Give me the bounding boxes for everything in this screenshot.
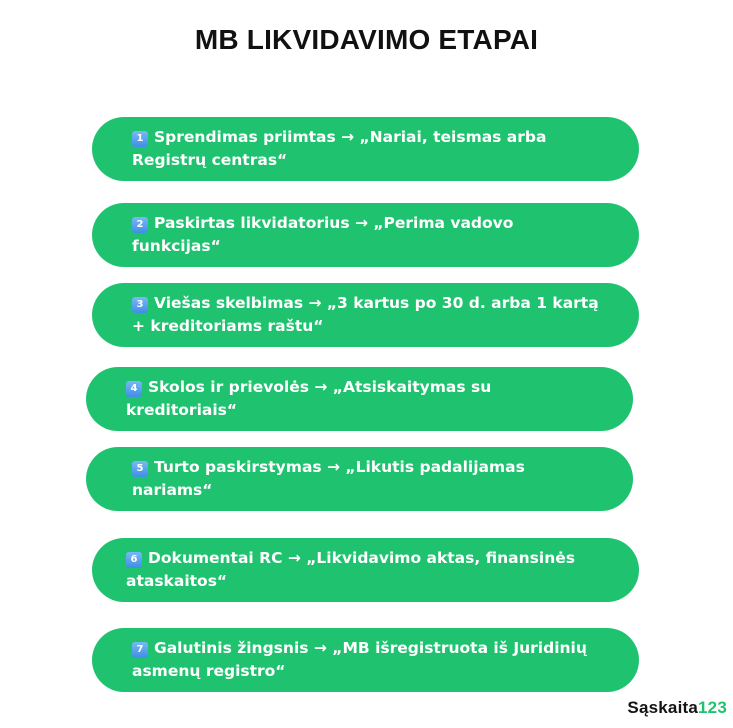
brand-suffix: 123 (698, 698, 727, 717)
step-2-text (132, 212, 513, 258)
keycap-3-icon: 3 (132, 297, 148, 313)
keycap-2-icon: 2 (132, 217, 148, 233)
step-5-line-2: nariams“ (132, 481, 213, 499)
step-7-text (132, 637, 587, 683)
step-4-line-2: kreditoriais“ (126, 401, 238, 419)
step-6-text (126, 547, 575, 593)
step-5-line-1: Turto paskirstymas → „Likutis padalijamas (154, 458, 525, 476)
step-7-line-1: Galutinis žingsnis → „MB išregistruota iš Juridinių (154, 639, 587, 657)
step-3-line-1: Viešas skelbimas → „3 kartus po 30 d. arba 1 kartą (154, 294, 599, 312)
step-1-line-2: Registrų centras“ (132, 151, 288, 169)
step-2-line-2: funkcijas“ (132, 237, 221, 255)
step-3-text (132, 292, 599, 338)
step-1 (92, 117, 639, 181)
step-1-text (132, 126, 546, 172)
step-6-line-2: ataskaitos“ (126, 572, 228, 590)
keycap-7-icon: 7 (132, 642, 148, 658)
step-6 (92, 538, 639, 602)
step-3 (92, 283, 639, 347)
step-5 (86, 447, 633, 511)
step-1-line-1: Sprendimas priimtas → „Nariai, teismas arba (154, 128, 547, 146)
step-4 (86, 367, 633, 431)
keycap-5-icon: 5 (132, 461, 148, 477)
brand-name: Sąskaita (627, 698, 699, 717)
step-3-line-2: + kreditoriams raštu“ (132, 317, 324, 335)
keycap-6-icon: 6 (126, 552, 142, 568)
step-2 (92, 203, 639, 267)
keycap-1-icon: 1 (132, 131, 148, 147)
step-7-line-2: asmenų registro“ (132, 662, 286, 680)
step-4-text (126, 376, 491, 422)
brand-logo (627, 698, 727, 718)
page-title: MB LIKVIDAVIMO ETAPAI (194, 24, 539, 55)
step-6-line-1: Dokumentai RC → „Likvidavimo aktas, finansinės (148, 549, 575, 567)
step-4-line-1: Skolos ir prievolės → „Atsiskaitymas su (148, 378, 492, 396)
step-2-line-1: Paskirtas likvidatorius → „Perima vadovo (154, 214, 514, 232)
keycap-4-icon: 4 (126, 381, 142, 397)
step-5-text (132, 456, 525, 502)
step-7 (92, 628, 639, 692)
